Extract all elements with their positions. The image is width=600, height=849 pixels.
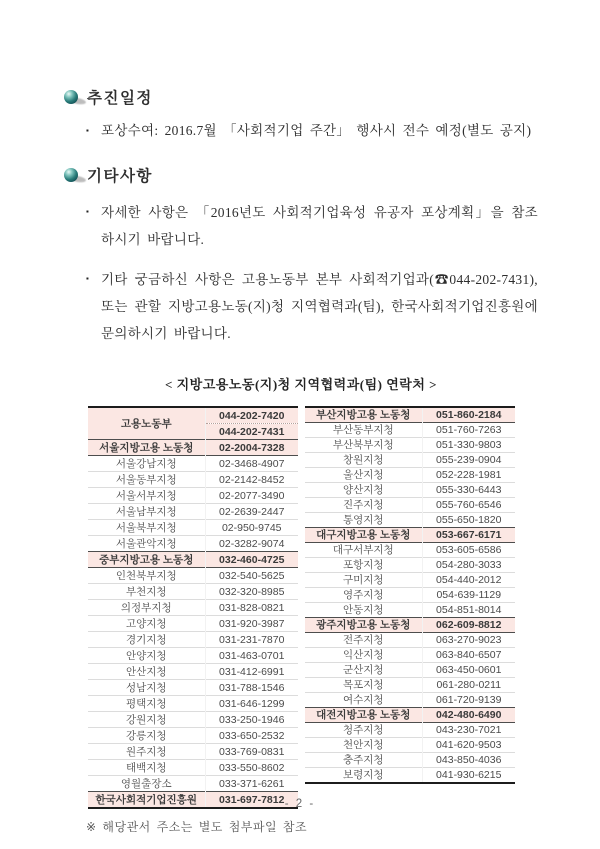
office-name: 태백지청 xyxy=(88,760,206,776)
office-name: 안산지청 xyxy=(88,664,206,680)
office-name: 서울북부지청 xyxy=(88,520,206,536)
office-phone: 031-412-6991 xyxy=(206,664,298,680)
office-phone: 055-760-6546 xyxy=(423,498,515,513)
office-phone: 02-2639-2447 xyxy=(206,504,298,520)
office-name: 익산지청 xyxy=(305,648,423,663)
list-item xyxy=(86,266,538,347)
office-name: 한국사회적기업진흥원 xyxy=(88,792,206,809)
office-phone: 063-270-9023 xyxy=(423,633,515,648)
table-row xyxy=(88,456,298,472)
table-row xyxy=(305,483,515,498)
contact-table-left xyxy=(88,406,298,809)
office-name: 고용노동부 xyxy=(88,407,206,440)
office-name: 성남지청 xyxy=(88,680,206,696)
table-row xyxy=(305,603,515,618)
office-phone: 033-769-0831 xyxy=(206,744,298,760)
office-phone: 033-650-2532 xyxy=(206,728,298,744)
office-phone: 02-2142-8452 xyxy=(206,472,298,488)
office-phone: 041-620-9503 xyxy=(423,738,515,753)
table-row xyxy=(88,568,298,584)
office-name: 안양지청 xyxy=(88,648,206,664)
table-row xyxy=(88,632,298,648)
table-row xyxy=(88,488,298,504)
square-bullet-icon: ▪ xyxy=(86,274,89,283)
table-row xyxy=(88,600,298,616)
table-row xyxy=(88,520,298,536)
office-name: 광주지방고용 노동청 xyxy=(305,618,423,633)
table-row xyxy=(305,738,515,753)
office-name: 통영지청 xyxy=(305,513,423,528)
office-name: 부산북부지청 xyxy=(305,438,423,453)
office-phone: 044-202-7431 xyxy=(206,424,298,440)
office-name: 전주지청 xyxy=(305,633,423,648)
office-name: 서울강남지청 xyxy=(88,456,206,472)
office-phone: 02-2077-3490 xyxy=(206,488,298,504)
table-row xyxy=(305,693,515,708)
office-phone: 054-440-2012 xyxy=(423,573,515,588)
office-phone: 032-320-8985 xyxy=(206,584,298,600)
office-name: 평택지청 xyxy=(88,696,206,712)
office-name: 부천지청 xyxy=(88,584,206,600)
table-row xyxy=(305,678,515,693)
office-phone: 02-3282-9074 xyxy=(206,536,298,552)
table-row xyxy=(305,633,515,648)
page-number: - 2 - xyxy=(284,798,316,810)
office-phone: 054-639-1129 xyxy=(423,588,515,603)
table-row xyxy=(88,536,298,552)
office-phone: 033-250-1946 xyxy=(206,712,298,728)
table-row xyxy=(88,680,298,696)
table-row xyxy=(305,558,515,573)
table-row xyxy=(88,472,298,488)
sphere-bullet-icon xyxy=(64,168,78,182)
table-row xyxy=(88,616,298,632)
office-phone: 031-920-3987 xyxy=(206,616,298,632)
office-name: 대구지방고용 노동청 xyxy=(305,528,423,543)
table-row xyxy=(305,438,515,453)
office-name: 강원지청 xyxy=(88,712,206,728)
section-etc xyxy=(64,164,538,347)
square-bullet-icon: ▪ xyxy=(86,126,89,135)
office-phone: 043-230-7021 xyxy=(423,723,515,738)
table-row xyxy=(88,584,298,600)
office-name: 안동지청 xyxy=(305,603,423,618)
office-phone: 043-850-4036 xyxy=(423,753,515,768)
table-row xyxy=(88,504,298,520)
office-phone: 031-231-7870 xyxy=(206,632,298,648)
office-name: 구미지청 xyxy=(305,573,423,588)
section-schedule xyxy=(64,86,538,144)
office-phone: 054-851-8014 xyxy=(423,603,515,618)
office-phone: 055-650-1820 xyxy=(423,513,515,528)
office-phone: 033-371-6261 xyxy=(206,776,298,792)
office-name: 부산동부지청 xyxy=(305,423,423,438)
contact-tables xyxy=(64,406,538,809)
table-row xyxy=(88,728,298,744)
office-name: 대구서부지청 xyxy=(305,543,423,558)
office-name: 경기지청 xyxy=(88,632,206,648)
list-item xyxy=(86,199,538,253)
section-heading-etc xyxy=(64,164,538,186)
office-phone: 053-667-6171 xyxy=(423,528,515,543)
office-name: 서울서부지청 xyxy=(88,488,206,504)
office-phone: 032-540-5625 xyxy=(206,568,298,584)
office-phone: 051-760-7263 xyxy=(423,423,515,438)
office-phone: 054-280-3033 xyxy=(423,558,515,573)
office-phone: 032-460-4725 xyxy=(206,552,298,568)
footnote: ※ 해당관서 주소는 별도 첨부파일 참조 xyxy=(86,820,308,834)
table-row xyxy=(305,407,515,423)
office-phone: 031-828-0821 xyxy=(206,600,298,616)
office-name: 양산지청 xyxy=(305,483,423,498)
office-phone: 02-950-9745 xyxy=(206,520,298,536)
office-phone: 031-463-0701 xyxy=(206,648,298,664)
sphere-ball xyxy=(64,90,78,104)
table-row xyxy=(88,696,298,712)
table-row xyxy=(88,648,298,664)
office-name: 영월출장소 xyxy=(88,776,206,792)
square-bullet-icon: ▪ xyxy=(86,207,89,216)
office-name: 서울남부지청 xyxy=(88,504,206,520)
office-phone: 062-609-8812 xyxy=(423,618,515,633)
table-row xyxy=(305,513,515,528)
section-title: 추진일정 xyxy=(87,90,153,107)
office-name: 인천북부지청 xyxy=(88,568,206,584)
table-row xyxy=(88,760,298,776)
table-row xyxy=(88,776,298,792)
office-name: 여수지청 xyxy=(305,693,423,708)
office-name: 포항지청 xyxy=(305,558,423,573)
office-phone: 055-239-0904 xyxy=(423,453,515,468)
table-row xyxy=(305,768,515,784)
sphere-ball xyxy=(64,168,78,182)
office-name: 목포지청 xyxy=(305,678,423,693)
office-phone: 051-860-2184 xyxy=(423,407,515,423)
office-phone: 031-788-1546 xyxy=(206,680,298,696)
table-row xyxy=(305,573,515,588)
table-row xyxy=(305,498,515,513)
sphere-bullet-icon xyxy=(64,90,78,104)
table-row xyxy=(88,744,298,760)
office-name: 창원지청 xyxy=(305,453,423,468)
table-row xyxy=(305,753,515,768)
office-name: 청주지청 xyxy=(305,723,423,738)
office-name: 서울동부지청 xyxy=(88,472,206,488)
table-row xyxy=(305,663,515,678)
office-name: 충주지청 xyxy=(305,753,423,768)
contact-table-title: < 지방고용노동(지)청 지역협력과(팀) 연락처 > xyxy=(164,377,438,392)
table-row xyxy=(88,664,298,680)
office-name: 천안지청 xyxy=(305,738,423,753)
table-row xyxy=(305,588,515,603)
table-row xyxy=(88,552,298,568)
office-phone: 061-720-9139 xyxy=(423,693,515,708)
office-name: 서울관악지청 xyxy=(88,536,206,552)
office-phone: 052-228-1981 xyxy=(423,468,515,483)
table-row xyxy=(305,528,515,543)
office-phone: 063-450-0601 xyxy=(423,663,515,678)
list-item-text: 기타 궁금하신 사항은 고용노동부 본부 사회적기업과(☎044-202-7431), 또는 관할 지방고용노동(지)청 지역협력과(팀), 한국사회적기업진흥원에 문의하시기 바랍니다. xyxy=(101,272,538,341)
office-name: 원주지청 xyxy=(88,744,206,760)
office-phone: 053-605-6586 xyxy=(423,543,515,558)
office-phone: 061-280-0211 xyxy=(423,678,515,693)
table-row xyxy=(305,423,515,438)
office-phone: 031-646-1299 xyxy=(206,696,298,712)
office-phone: 033-550-8602 xyxy=(206,760,298,776)
section-title: 기타사항 xyxy=(87,168,153,185)
office-phone: 042-480-6490 xyxy=(423,708,515,723)
office-name: 부산지방고용 노동청 xyxy=(305,407,423,423)
office-phone: 063-840-6507 xyxy=(423,648,515,663)
list-item-text: 포상수여: 2016.7월 「사회적기업 주간」 행사시 전수 예정(별도 공지) xyxy=(101,123,532,138)
table-row xyxy=(305,618,515,633)
office-phone: 044-202-7420 xyxy=(206,407,298,424)
office-name: 군산지청 xyxy=(305,663,423,678)
table-row xyxy=(305,468,515,483)
office-name: 보령지청 xyxy=(305,768,423,784)
table-row xyxy=(88,440,298,456)
office-name: 고양지청 xyxy=(88,616,206,632)
office-name: 서울지방고용 노동청 xyxy=(88,440,206,456)
table-row xyxy=(88,407,298,424)
office-phone: 02-3468-4907 xyxy=(206,456,298,472)
table-row xyxy=(305,648,515,663)
office-name: 울산지청 xyxy=(305,468,423,483)
table-row xyxy=(305,708,515,723)
office-phone: 051-330-9803 xyxy=(423,438,515,453)
table-row xyxy=(305,543,515,558)
office-phone: 041-930-6215 xyxy=(423,768,515,784)
table-row xyxy=(88,712,298,728)
list-item-text: 자세한 사항은 「2016년도 사회적기업육성 유공자 포상계획」을 참조하시기 바랍니다. xyxy=(101,205,538,247)
office-name: 의정부지청 xyxy=(88,600,206,616)
office-phone: 055-330-6443 xyxy=(423,483,515,498)
list-item xyxy=(86,118,538,144)
office-phone: 031-697-7812 xyxy=(206,792,298,809)
office-name: 진주지청 xyxy=(305,498,423,513)
office-name: 중부지방고용 노동청 xyxy=(88,552,206,568)
section-heading-schedule xyxy=(64,86,538,108)
office-phone: 02-2004-7328 xyxy=(206,440,298,456)
contact-table-right xyxy=(305,406,515,784)
table-row xyxy=(305,453,515,468)
office-name: 대전지방고용 노동청 xyxy=(305,708,423,723)
office-name: 영주지청 xyxy=(305,588,423,603)
office-name: 강릉지청 xyxy=(88,728,206,744)
table-row xyxy=(305,723,515,738)
